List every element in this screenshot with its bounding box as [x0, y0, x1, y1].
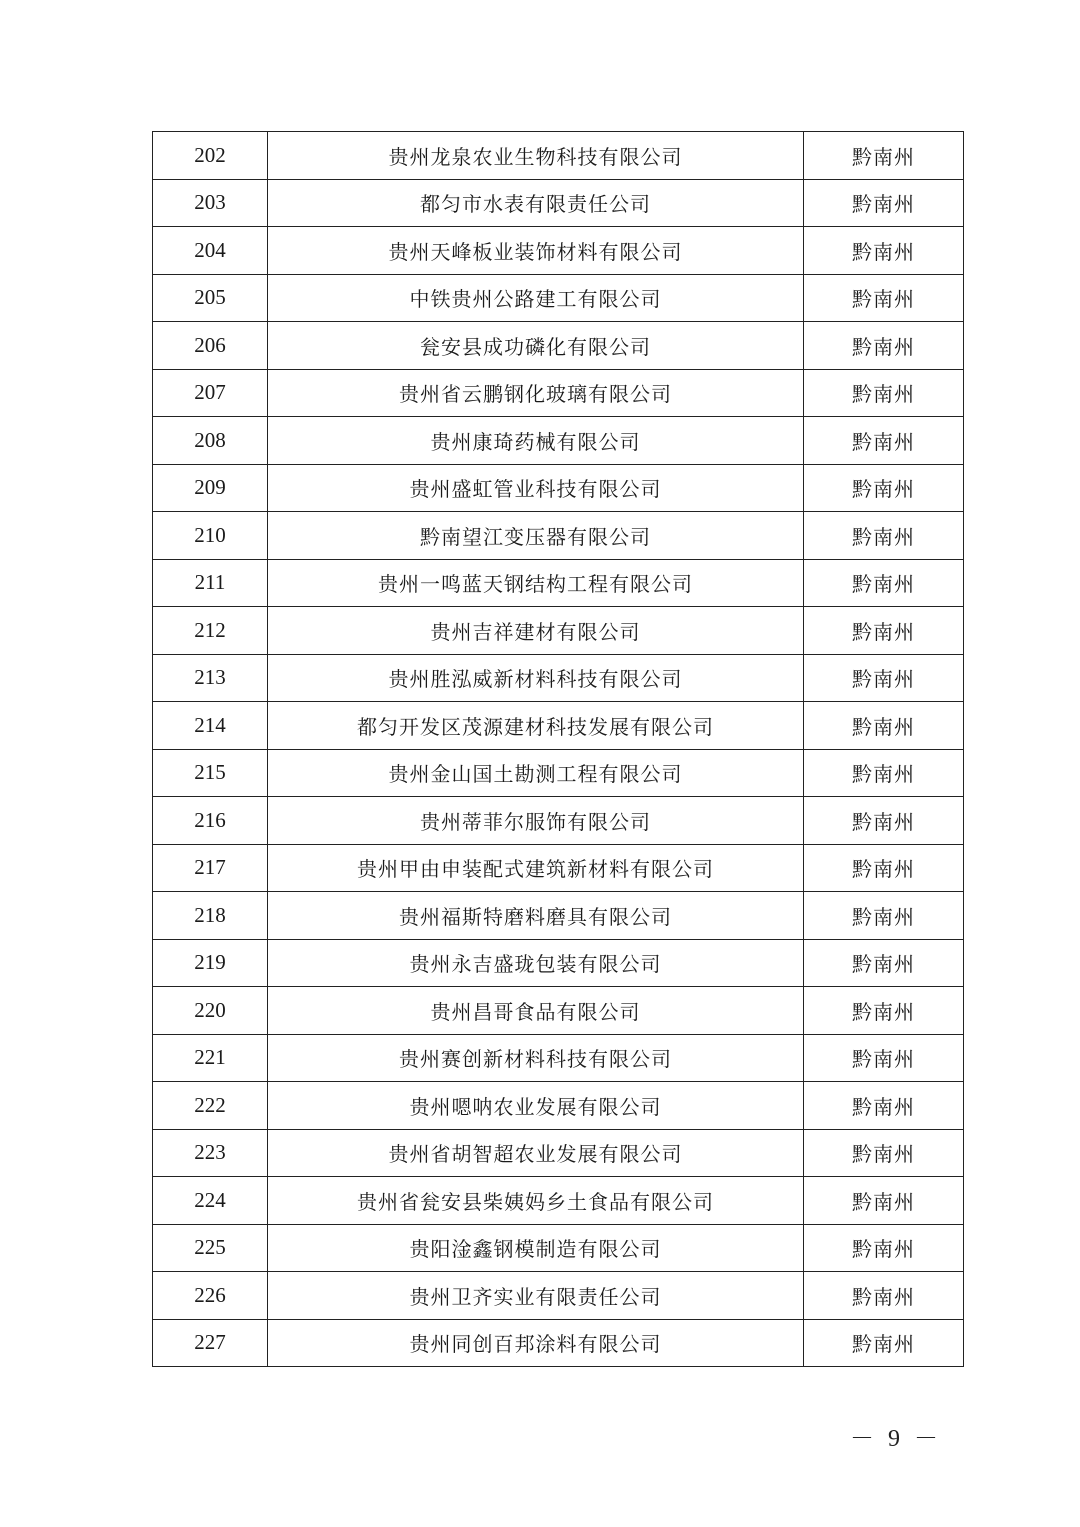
table-body	[153, 132, 964, 1367]
row-number-cell: 205	[153, 274, 268, 322]
region-cell: 黔南州	[804, 1319, 964, 1367]
company-name-cell: 贵州昌哥食品有限公司	[268, 987, 804, 1035]
region-cell: 黔南州	[804, 322, 964, 370]
company-name-cell: 贵州省云鹏钢化玻璃有限公司	[268, 369, 804, 417]
table-row	[153, 654, 964, 702]
row-number-cell: 217	[153, 844, 268, 892]
table-row	[153, 1129, 964, 1177]
table-row	[153, 179, 964, 227]
company-name-cell: 贵州嗯呐农业发展有限公司	[268, 1082, 804, 1130]
region-cell: 黔南州	[804, 512, 964, 560]
region-cell: 黔南州	[804, 1082, 964, 1130]
row-number-cell: 225	[153, 1224, 268, 1272]
table-row	[153, 987, 964, 1035]
row-number-cell: 215	[153, 749, 268, 797]
region-cell: 黔南州	[804, 892, 964, 940]
row-number-cell: 227	[153, 1319, 268, 1367]
region-cell: 黔南州	[804, 132, 964, 180]
region-cell: 黔南州	[804, 417, 964, 465]
company-name-cell: 贵州胜泓威新材料科技有限公司	[268, 654, 804, 702]
company-name-cell: 贵州金山国土勘测工程有限公司	[268, 749, 804, 797]
row-number-cell: 216	[153, 797, 268, 845]
row-number-cell: 211	[153, 559, 268, 607]
company-name-cell: 贵州永吉盛珑包装有限公司	[268, 939, 804, 987]
region-cell: 黔南州	[804, 1034, 964, 1082]
table-row	[153, 132, 964, 180]
table-row	[153, 607, 964, 655]
region-cell: 黔南州	[804, 797, 964, 845]
company-name-cell: 中铁贵州公路建工有限公司	[268, 274, 804, 322]
region-cell: 黔南州	[804, 654, 964, 702]
table-row	[153, 227, 964, 275]
row-number-cell: 209	[153, 464, 268, 512]
table-row	[153, 369, 964, 417]
row-number-cell: 212	[153, 607, 268, 655]
company-list-table	[152, 131, 964, 1367]
company-name-cell: 贵州吉祥建材有限公司	[268, 607, 804, 655]
company-name-cell: 贵州一鸣蓝天钢结构工程有限公司	[268, 559, 804, 607]
company-name-cell: 贵州省胡智超农业发展有限公司	[268, 1129, 804, 1177]
table-row	[153, 417, 964, 465]
region-cell: 黔南州	[804, 939, 964, 987]
table-row	[153, 797, 964, 845]
company-name-cell: 贵阳淦鑫钢模制造有限公司	[268, 1224, 804, 1272]
row-number-cell: 204	[153, 227, 268, 275]
table-row	[153, 464, 964, 512]
table-row	[153, 322, 964, 370]
region-cell: 黔南州	[804, 844, 964, 892]
region-cell: 黔南州	[804, 274, 964, 322]
table-row	[153, 749, 964, 797]
row-number-cell: 210	[153, 512, 268, 560]
company-name-cell: 瓮安县成功磷化有限公司	[268, 322, 804, 370]
row-number-cell: 202	[153, 132, 268, 180]
company-name-cell: 贵州天峰板业装饰材料有限公司	[268, 227, 804, 275]
company-name-cell: 都匀开发区茂源建材科技发展有限公司	[268, 702, 804, 750]
company-name-cell: 贵州康琦药械有限公司	[268, 417, 804, 465]
table-row	[153, 1224, 964, 1272]
company-name-cell: 贵州盛虹管业科技有限公司	[268, 464, 804, 512]
row-number-cell: 213	[153, 654, 268, 702]
page-number: － 9 －	[850, 1426, 942, 1452]
row-number-cell: 214	[153, 702, 268, 750]
company-name-cell: 贵州龙泉农业生物科技有限公司	[268, 132, 804, 180]
company-name-cell: 贵州福斯特磨料磨具有限公司	[268, 892, 804, 940]
company-name-cell: 贵州省瓮安县柴姨妈乡土食品有限公司	[268, 1177, 804, 1225]
table-row	[153, 1319, 964, 1367]
company-name-cell: 贵州蒂菲尔服饰有限公司	[268, 797, 804, 845]
row-number-cell: 203	[153, 179, 268, 227]
table-row	[153, 274, 964, 322]
company-name-cell: 贵州同创百邦涂料有限公司	[268, 1319, 804, 1367]
company-name-cell: 贵州卫齐实业有限责任公司	[268, 1272, 804, 1320]
region-cell: 黔南州	[804, 749, 964, 797]
region-cell: 黔南州	[804, 702, 964, 750]
row-number-cell: 208	[153, 417, 268, 465]
region-cell: 黔南州	[804, 607, 964, 655]
region-cell: 黔南州	[804, 1272, 964, 1320]
table-row	[153, 939, 964, 987]
region-cell: 黔南州	[804, 179, 964, 227]
region-cell: 黔南州	[804, 464, 964, 512]
row-number-cell: 224	[153, 1177, 268, 1225]
table-row	[153, 512, 964, 560]
region-cell: 黔南州	[804, 227, 964, 275]
region-cell: 黔南州	[804, 1129, 964, 1177]
region-cell: 黔南州	[804, 559, 964, 607]
company-name-cell: 都匀市水表有限责任公司	[268, 179, 804, 227]
row-number-cell: 226	[153, 1272, 268, 1320]
row-number-cell: 221	[153, 1034, 268, 1082]
row-number-cell: 222	[153, 1082, 268, 1130]
table-row	[153, 844, 964, 892]
row-number-cell: 220	[153, 987, 268, 1035]
region-cell: 黔南州	[804, 1224, 964, 1272]
table-row	[153, 1177, 964, 1225]
table-row	[153, 559, 964, 607]
row-number-cell: 219	[153, 939, 268, 987]
row-number-cell: 223	[153, 1129, 268, 1177]
region-cell: 黔南州	[804, 369, 964, 417]
table-row	[153, 1034, 964, 1082]
company-name-cell: 黔南望江变压器有限公司	[268, 512, 804, 560]
row-number-cell: 218	[153, 892, 268, 940]
company-name-cell: 贵州赛创新材料科技有限公司	[268, 1034, 804, 1082]
region-cell: 黔南州	[804, 987, 964, 1035]
row-number-cell: 206	[153, 322, 268, 370]
table-row	[153, 1272, 964, 1320]
row-number-cell: 207	[153, 369, 268, 417]
table-row	[153, 702, 964, 750]
region-cell: 黔南州	[804, 1177, 964, 1225]
table-row	[153, 1082, 964, 1130]
company-name-cell: 贵州甲由申装配式建筑新材料有限公司	[268, 844, 804, 892]
table-row	[153, 892, 964, 940]
